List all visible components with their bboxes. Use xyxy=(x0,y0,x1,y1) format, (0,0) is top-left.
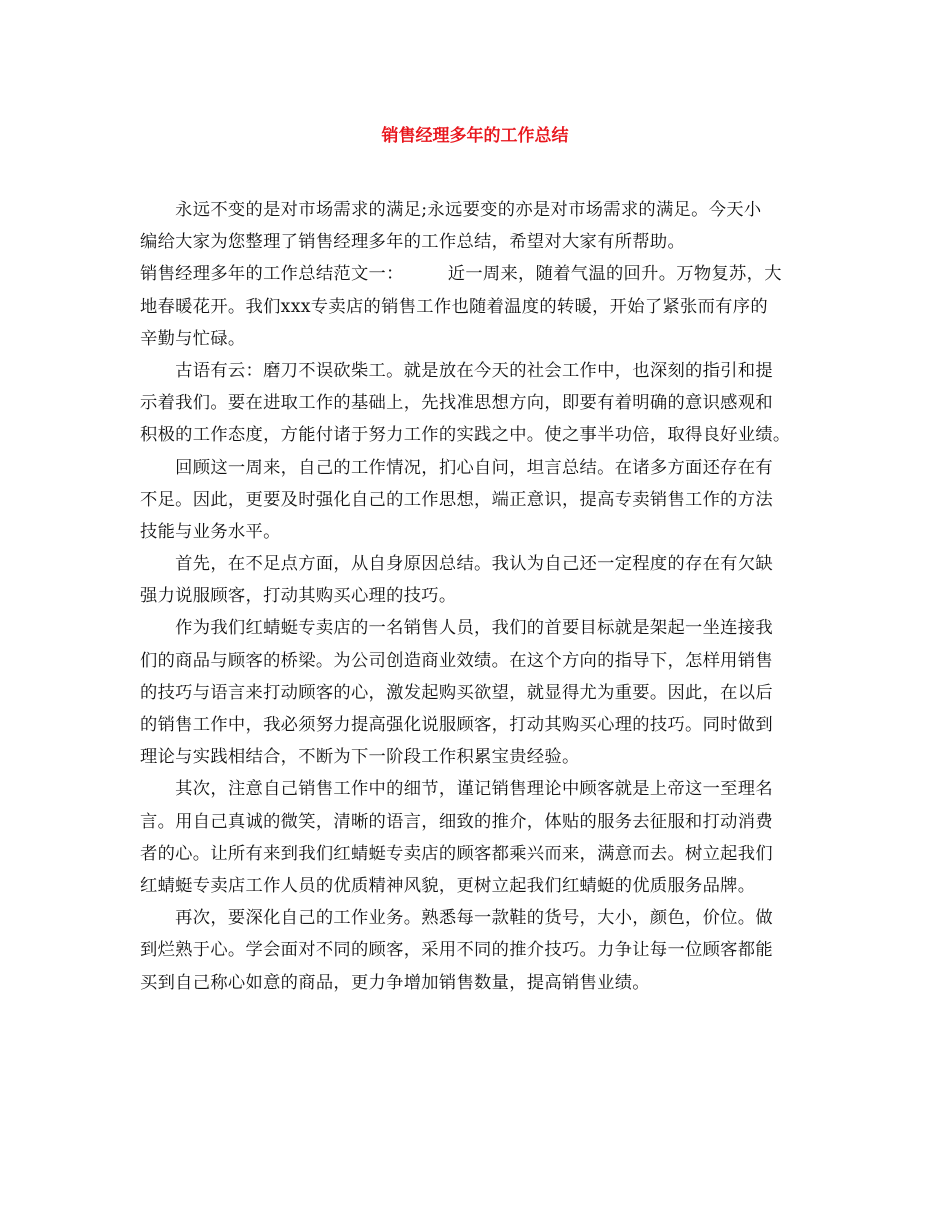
text-line: 作为我们红蜻蜓专卖店的一名销售人员，我们的首要目标就是架起一坐连接我 xyxy=(140,618,773,639)
text-line: 地春暖花开。我们xxx专卖店的销售工作也随着温度的转暖，开始了紧张而有序的 xyxy=(140,296,768,317)
text-line: 买到自己称心如意的商品，更力争增加销售数量，提高销售业绩。 xyxy=(140,972,650,993)
text-line: 辛勤与忙碌。 xyxy=(140,328,246,349)
text-line: 的技巧与语言来打动顾客的心，激发起购买欲望，就显得尤为重要。因此，在以后 xyxy=(140,682,773,703)
text-line: 古语有云：磨刀不误砍柴工。就是放在今天的社会工作中，也深刻的指引和提 xyxy=(140,360,773,381)
text-line-with-heading xyxy=(140,258,822,290)
text-line: 不足。因此，更要及时强化自己的工作思想，端正意识，提高专卖销售工作的方法 xyxy=(140,489,773,510)
text-line: 强力说服顾客，打动其购买心理的技巧。 xyxy=(140,586,457,607)
text-line: 回顾这一周来，自己的工作情况，扪心自问，坦言总结。在诸多方面还存在有 xyxy=(140,457,773,478)
text-line: 永远不变的是对市场需求的满足;永远要变的亦是对市场需求的满足。今天小 xyxy=(140,200,762,220)
text-line: 其次，注意自己销售工作中的细节，谨记销售理论中顾客就是上帝这一至理名 xyxy=(140,779,773,800)
text-line: 理论与实践相结合，不断为下一阶段工作积累宝贵经验。 xyxy=(140,747,580,768)
text-line: 者的心。让所有来到我们红蜻蜓专卖店的顾客都乘兴而来，满意而去。树立起我们 xyxy=(140,843,773,864)
text-line: 首先，在不足点方面，从自身原因总结。我认为自己还一定程度的存在有欠缺 xyxy=(140,554,773,575)
text-line: 到烂熟于心。学会面对不同的顾客，采用不同的推介技巧。力争让每一位顾客都能 xyxy=(140,940,773,961)
text-line: 积极的工作态度，方能付诸于努力工作的实践之中。使之事半功倍，取得良好业绩。 xyxy=(140,425,791,446)
page-title: 销售经理多年的工作总结 xyxy=(381,126,569,146)
text-line: 再次，要深化自己的工作业务。熟悉每一款鞋的货号，大小，颜色，价位。做 xyxy=(140,908,773,929)
text-line: 编给大家为您整理了销售经理多年的工作总结，希望对大家有所帮助。 xyxy=(140,232,686,253)
text-line: 技能与业务水平。 xyxy=(140,521,281,542)
text-line: 们的商品与顾客的桥梁。为公司创造商业效绩。在这个方向的指导下，怎样用销售 xyxy=(140,650,773,671)
text-line: 言。用自己真诚的微笑，清晰的语言，细致的推介，体贴的服务去征服和打动消费 xyxy=(140,811,773,832)
document-body xyxy=(140,194,822,999)
text-line: 红蜻蜓专卖店工作人员的优质精神风貌，更树立起我们红蜻蜓的优质服务品牌。 xyxy=(140,875,756,896)
text-fragment: 近一周来，随着气温的回升。万物复苏，大 xyxy=(447,264,782,285)
section-heading: 销售经理多年的工作总结范文一： xyxy=(140,264,404,285)
text-line: 的销售工作中，我必须努力提高强化说服顾客，打动其购买心理的技巧。同时做到 xyxy=(140,715,773,735)
text-line: 示着我们。要在进取工作的基础上，先找准思想方向，即要有着明确的意识感观和 xyxy=(140,393,773,414)
